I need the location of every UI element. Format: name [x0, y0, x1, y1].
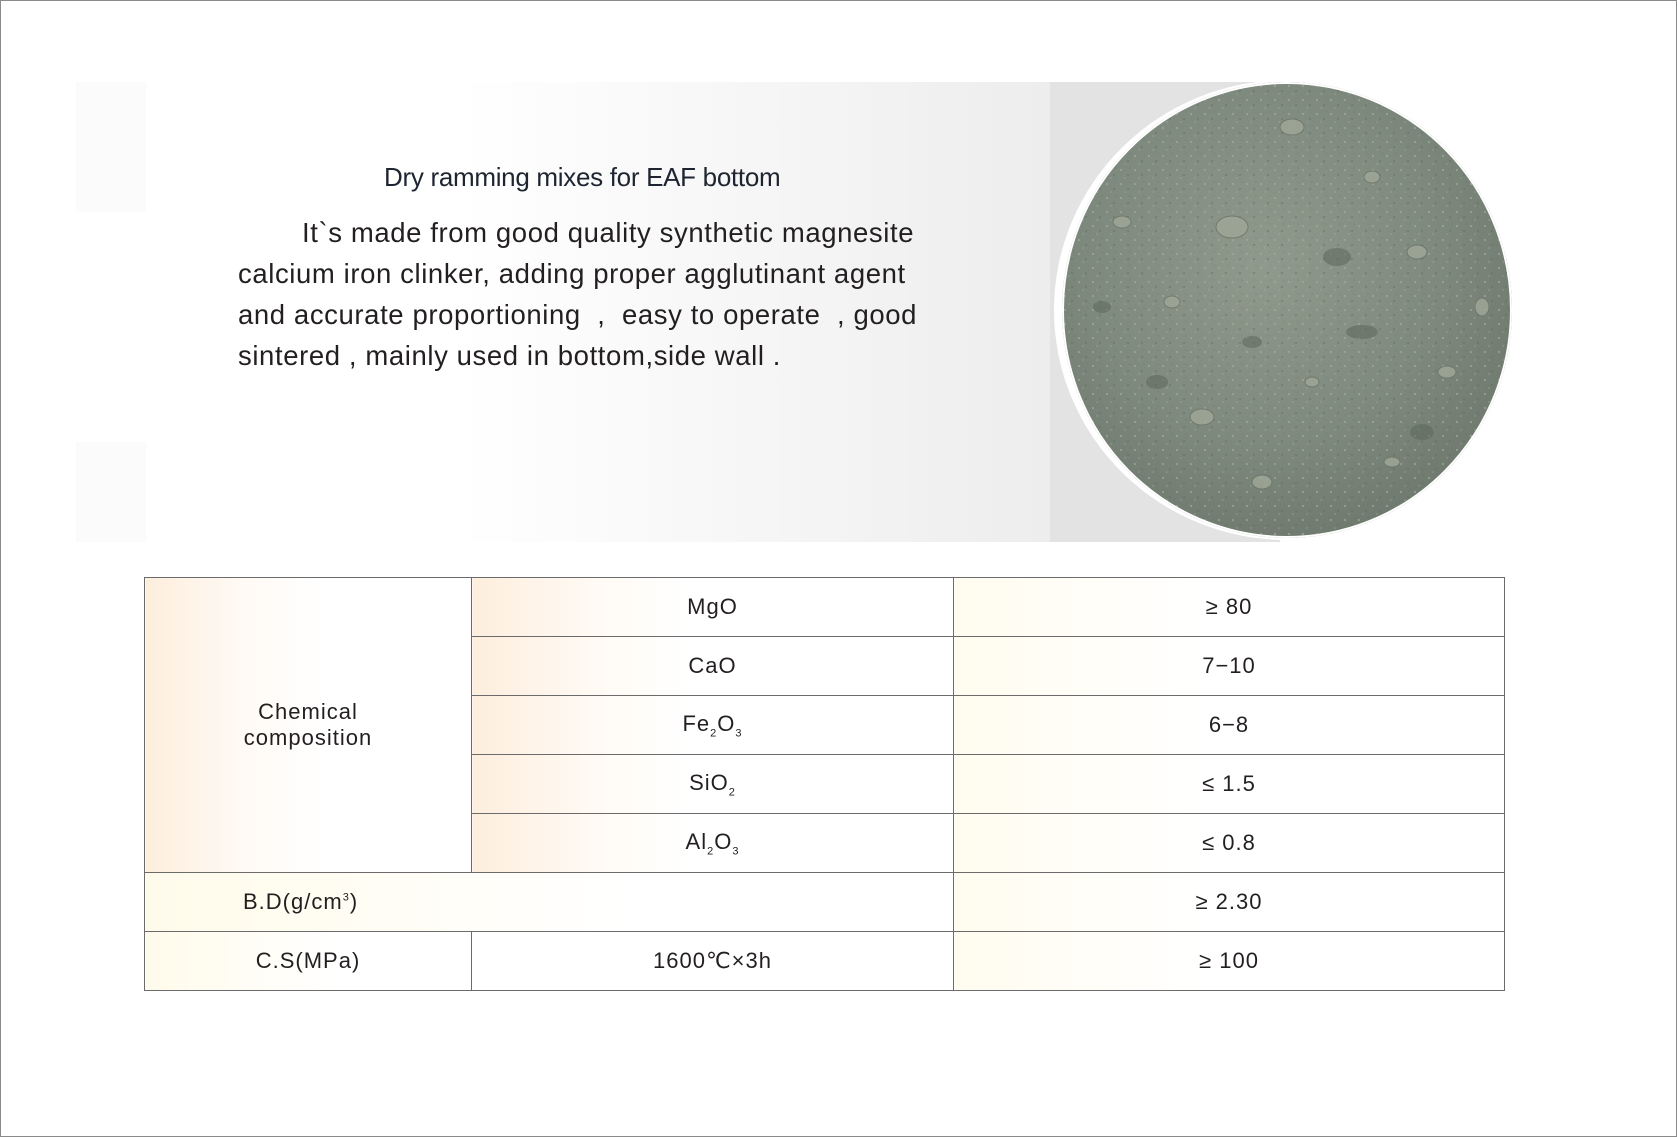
bulk-density-label — [145, 873, 954, 932]
subscript: 2 — [710, 727, 718, 740]
component-cell-al2o3 — [472, 814, 954, 873]
subscript: 2 — [707, 845, 715, 858]
product-photo — [1054, 80, 1520, 540]
bd-label: B.D(g/cm — [243, 889, 343, 914]
component-name: MgO — [687, 594, 738, 619]
description-line: calcium iron clinker, adding proper agglutinant agent — [238, 258, 906, 289]
bd-label-end: ) — [349, 889, 359, 914]
ramming-mix-image — [1062, 82, 1512, 538]
cs-label: C.S(MPa) — [255, 948, 361, 973]
subscript: 3 — [735, 727, 743, 740]
cs-value: ≥ 100 — [1199, 948, 1259, 973]
component-cell-mgo — [472, 578, 954, 637]
component-name-part: O — [714, 828, 733, 854]
component-name: CaO — [688, 653, 737, 678]
product-title: Dry ramming mixes for EAF bottom — [384, 162, 781, 192]
component-name: SiO — [689, 769, 729, 795]
value-cell-cao — [954, 637, 1505, 696]
group-label-line: Chemical — [258, 699, 358, 724]
group-label-line: composition — [243, 725, 373, 750]
value-cell-fe2o3 — [954, 696, 1505, 755]
table-row — [145, 873, 1505, 932]
component-cell-cao — [472, 637, 954, 696]
component-cell-sio2 — [472, 755, 954, 814]
value-cell-sio2 — [954, 755, 1505, 814]
value-cell-mgo — [954, 578, 1505, 637]
description-line: It`s made from good quality synthetic magnesite — [302, 217, 915, 248]
cs-condition: 1600℃×3h — [653, 948, 772, 973]
component-name-part: O — [717, 710, 736, 736]
component-value: ≥ 80 — [1205, 594, 1253, 619]
table-row — [145, 578, 1505, 637]
component-value: 7−10 — [1202, 653, 1256, 678]
component-cell-fe2o3 — [472, 696, 954, 755]
subscript: 3 — [732, 845, 740, 858]
component-value: ≤ 1.5 — [1202, 771, 1256, 796]
chemical-composition-label — [145, 578, 472, 873]
superscript: 3 — [342, 891, 350, 904]
component-value: ≤ 0.8 — [1202, 830, 1256, 855]
cold-strength-value — [954, 932, 1505, 991]
cold-strength-condition — [472, 932, 954, 991]
background-accent-top — [76, 82, 146, 212]
background-accent-bottom — [76, 442, 146, 542]
product-description — [238, 212, 958, 376]
subscript: 2 — [728, 786, 736, 799]
value-cell-al2o3 — [954, 814, 1505, 873]
description-line: sintered , mainly used in bottom,side wall . — [238, 340, 782, 371]
cold-strength-label — [145, 932, 472, 991]
component-name: Fe — [682, 710, 711, 736]
specification-table — [144, 577, 1505, 991]
component-name: Al — [685, 828, 708, 854]
component-value: 6−8 — [1208, 712, 1250, 737]
bd-value: ≥ 2.30 — [1195, 889, 1263, 914]
table-row — [145, 932, 1505, 991]
description-line: and accurate proportioning , easy to operate , good — [238, 299, 918, 330]
bulk-density-value — [954, 873, 1505, 932]
